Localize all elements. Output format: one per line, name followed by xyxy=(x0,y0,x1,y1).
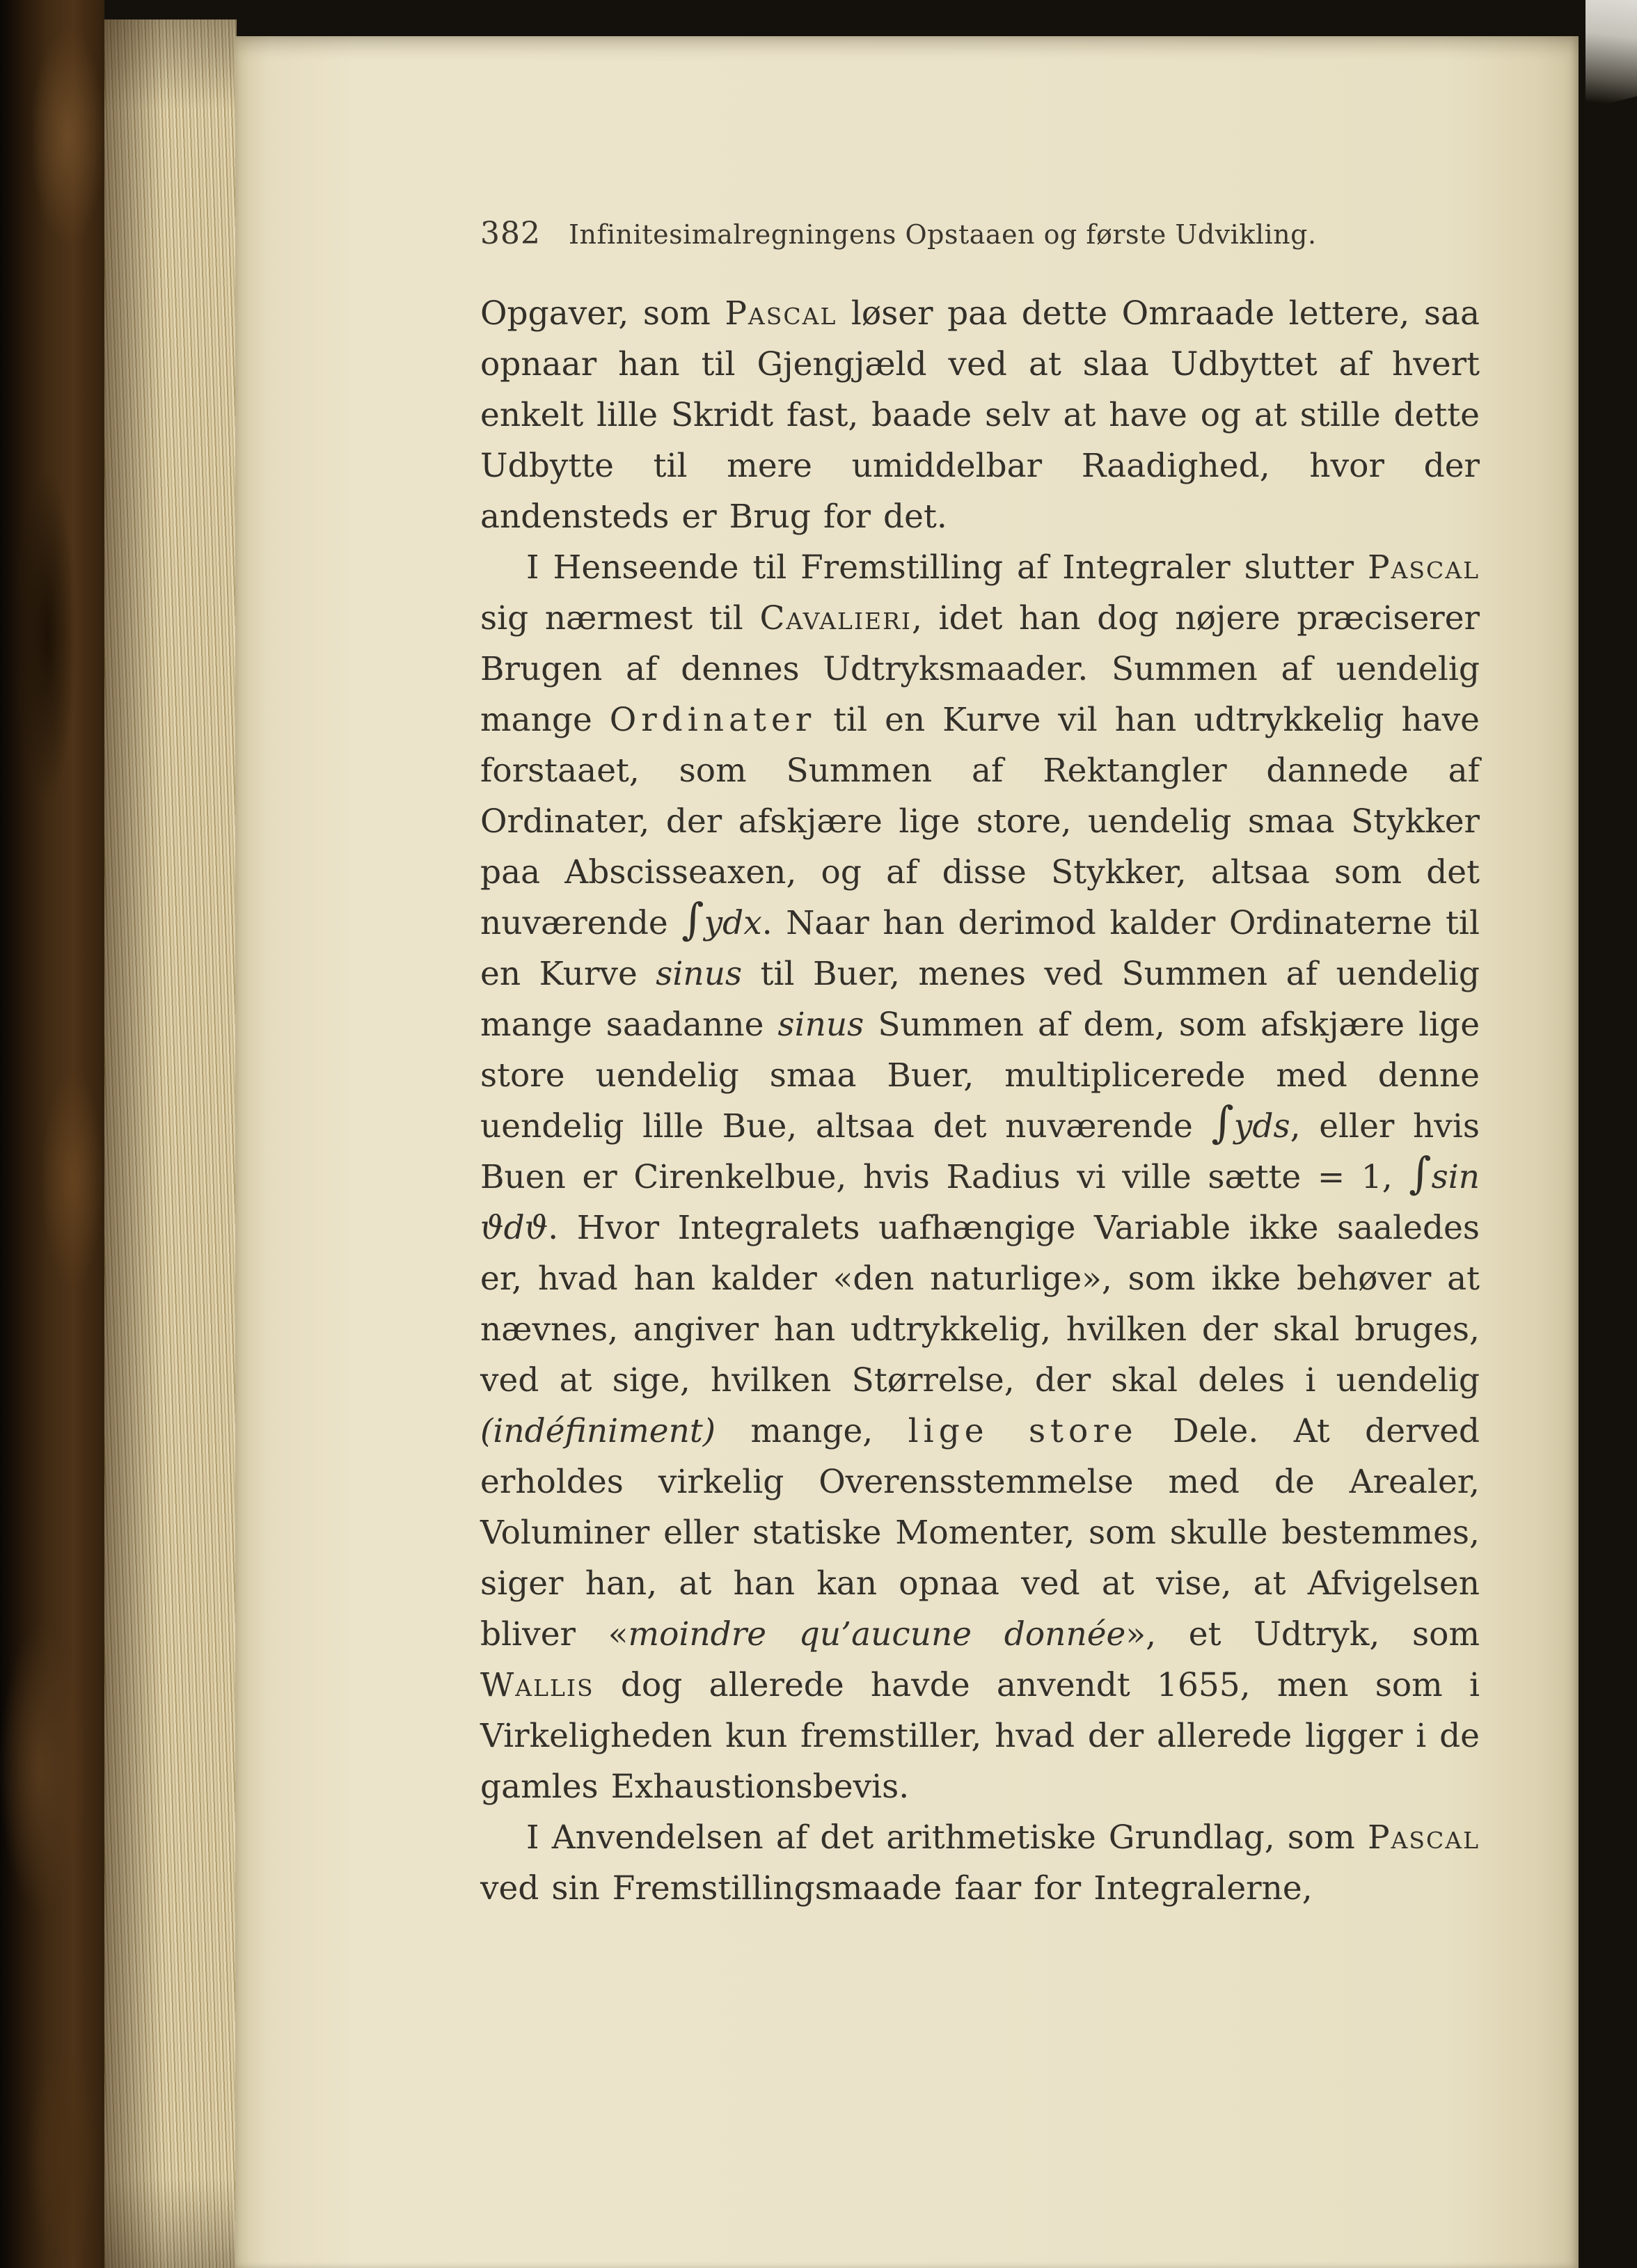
page-edges xyxy=(104,19,237,2268)
page-header xyxy=(480,216,1482,251)
paragraph: Opgaver, som Pascal løser paa dette Omraade lettere, saa opnaar han til Gjengjæld ved at slaa Udbyttet af hvert enkelt lille Skridt fast, baade selv at have og at stille dette Udbytte til mere umiddelbar Raadighed, hvor der andensteds er Brug for det. xyxy=(480,294,1480,536)
adjacent-page-corner xyxy=(1585,0,1637,109)
running-title: Infinitesimalregningens Opstaaen og første Udvikling. xyxy=(568,219,1317,250)
book-page xyxy=(235,36,1579,2268)
text-block xyxy=(480,288,1480,1914)
page-number: 382 xyxy=(480,216,541,251)
book-spine xyxy=(0,0,104,2268)
paragraph: I Henseende til Fremstilling af Integraler slutter Pascal sig nærmest til Cavalieri, idet han dog nøjere præciserer Brugen af dennes Udtryksmaader. Summen af uendelig mange Ordinater til en Kurve vil han udtrykkelig have forstaaet, som Summen af Rektangler dannede af Ordinater, der afskjære lige store, uendelig smaa Stykker paa Abscisseaxen, og af disse Stykker, altsaa som det nuværende ∫ydx. Naar han derimod kalder Ordinaterne til en Kurve sinus til Buer, menes ved Summen af uendelig mange saadanne sinus Summen af dem, som afskjære lige store uendelig smaa Buer, multiplicerede med denne uendelig lille Bue, altsaa det nuværende ∫yds, eller hvis Buen er Cirenkelbue, hvis Radius vi ville sætte = 1, ∫sin ϑdϑ. Hvor Integralets uafhængige Variable ikke saaledes er, hvad han kalder «den naturlige», som ikke behøver at nævnes, angiver han udtrykkelig, hvilken der skal bruges, ved at sige, hvilken Størrelse, der skal deles i uendelig (indéfiniment) mange, lige store Dele. At derved erholdes virkelig Overensstemmelse med de Arealer, Voluminer eller statiske Momenter, som skulle bestemmes, siger han, at han kan opnaa ved at vise, at Afvigelsen bliver «moindre qu’aucune donnée», et Udtryk, som Wallis dog allerede havde anvendt 1655, men som i Virkeligheden kun fremstiller, hvad der allerede ligger i de gamles Exhaustionsbevis. xyxy=(480,548,1480,1806)
paragraph: I Anvendelsen af det arithmetiske Grundlag, som Pascal ved sin Fremstillingsmaade faar for Integralerne, xyxy=(480,1818,1480,1908)
